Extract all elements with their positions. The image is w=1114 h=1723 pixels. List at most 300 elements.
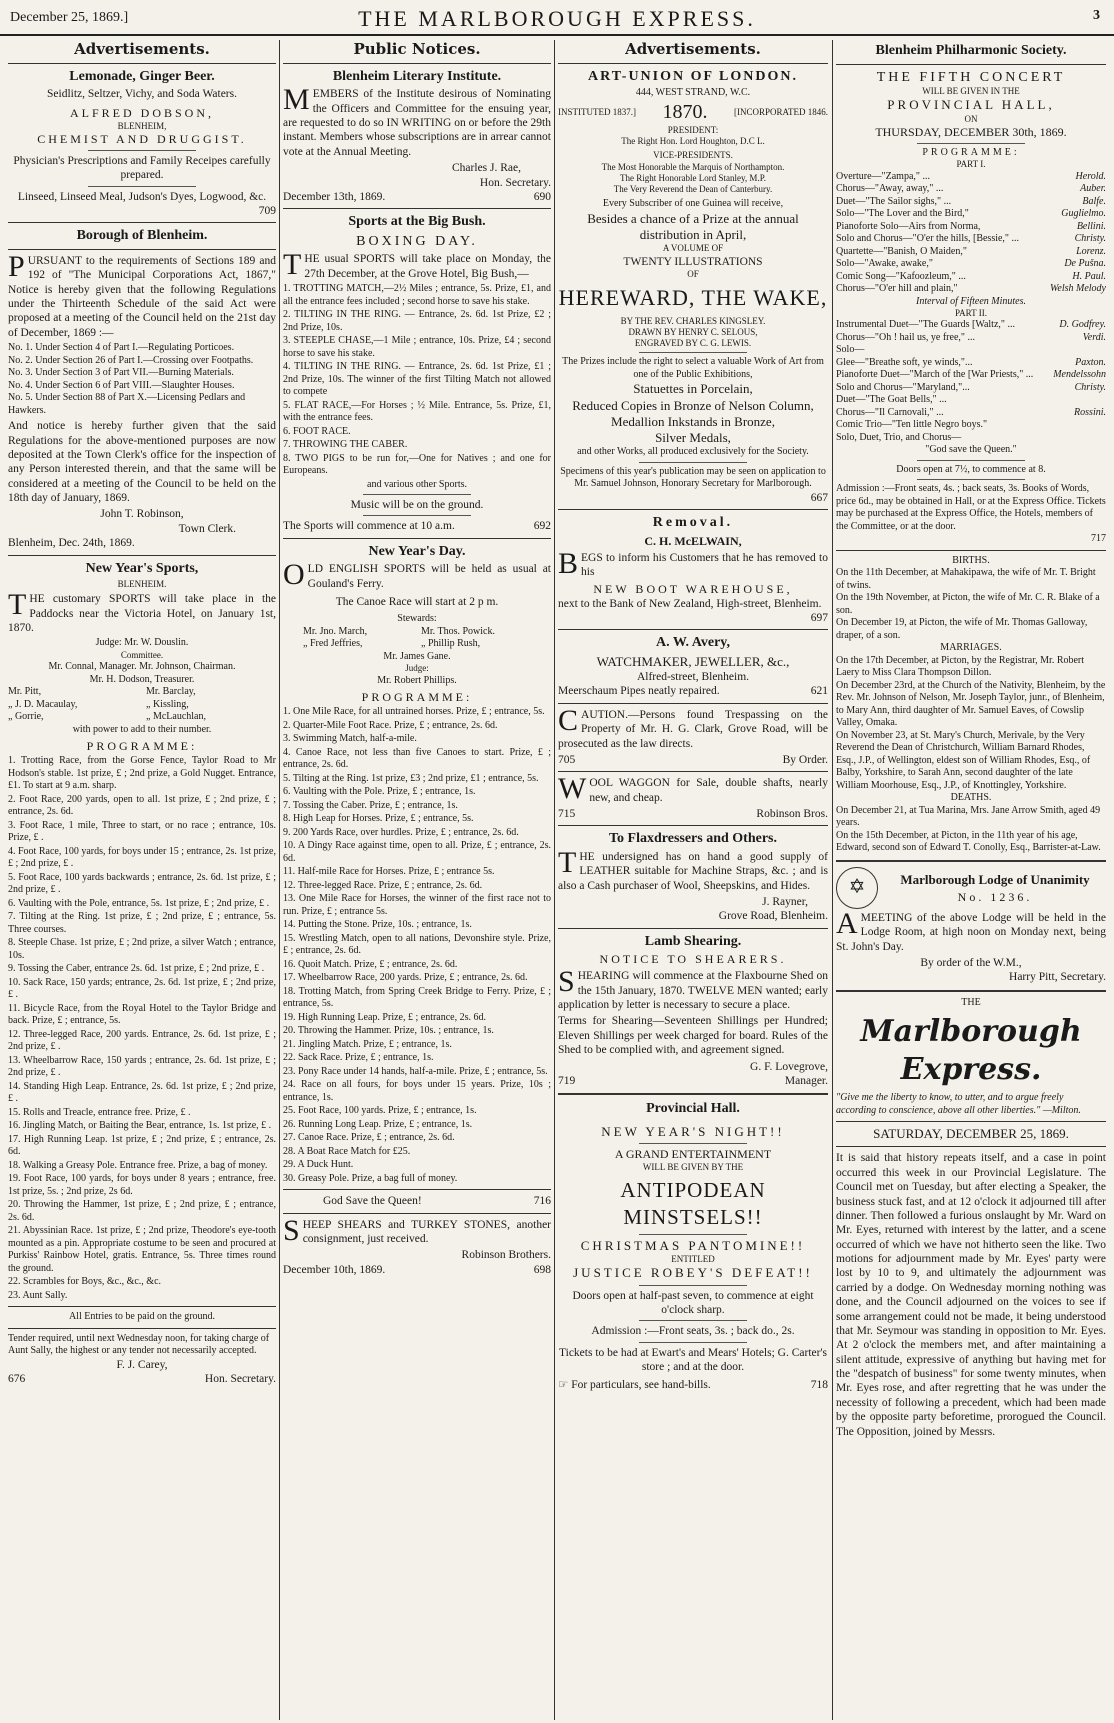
artunion-prizes: The Prizes include the right to select a valuable Work of Art from one of the Public Exhibitions, <box>562 356 824 380</box>
committee-line: Mr. Connal, Manager. Mr. Johnson, Chairman. <box>48 661 236 673</box>
gsq: God Save the Queen! <box>323 1195 422 1208</box>
ad-number: 690 <box>533 190 551 203</box>
programme-item: 21. Abyssinian Race. 1st prize, £ ; 2nd prize, Theodore's eye-tooth mounted as a pin. Appropriate costume to be seen and procured at Purkiss' Rainbow Hotel, gratis. Entrance, 5s. Three times round the ground. <box>8 1225 276 1274</box>
artunion-vol: A VOLUME OF <box>662 243 724 254</box>
programme-item: 8. High Leap for Horses. Prize, £ ; entrance, 5s. <box>283 813 474 825</box>
piece-title: Chorus—"O'er hill and plain," <box>836 283 958 294</box>
ad-number: 698 <box>533 1263 551 1276</box>
programme-piece <box>836 319 1106 332</box>
piece-composer: Christy. <box>1074 381 1106 393</box>
wool-sig: Robinson Bros. <box>756 808 828 820</box>
lodge-sig: Harry Pitt, Secretary. <box>1009 971 1106 984</box>
programme-item: 23. Pony Race under 14 hands, half-a-mile. Prize, £ ; entrance, 5s. <box>283 1065 548 1077</box>
birth-notice: On the 11th December, at Mahakipawa, the wife of Mr. T. Bright of twins. <box>836 567 1096 591</box>
ed-date: SATURDAY, DECEMBER 25, 1869. <box>873 1126 1069 1142</box>
programme-item: 2. Quarter-Mile Foot Race. Prize, £ ; entrance, 2s. 6d. <box>283 719 498 731</box>
lodge-no: No. 1236. <box>957 890 1033 905</box>
masthead <box>0 0 1114 36</box>
programme-item: 8. Steeple Chase. 1st prize, £ ; 2nd prize, a silver Watch ; entrance, 10s. <box>8 937 276 961</box>
marriages-heading: MARRIAGES. <box>940 642 1002 654</box>
artunion-addr: 444, WEST STRAND, W.C. <box>635 87 751 99</box>
programme-piece <box>836 246 1106 259</box>
hall-xmas: CHRISTMAS PANTOMINE!! <box>580 1237 806 1253</box>
judge-name: Mr. Robert Phillips. <box>377 674 457 686</box>
piece-composer: Guglielmo. <box>1061 208 1106 219</box>
ad-number: 705 <box>558 753 576 766</box>
ad-number: 715 <box>558 808 576 820</box>
removal-body: BEGS to inform his Customers that he has removed to his <box>558 546 828 580</box>
artunion-vp: VICE-PRESIDENTS. <box>653 150 733 161</box>
artunion-red: Reduced Copies in Bronze of Nelson Column, <box>572 397 814 413</box>
programme-item: 26. Running Long Leap. Prize, £ ; entrance, 1s. <box>283 1118 473 1130</box>
column-1 <box>8 40 276 1720</box>
hall-troupe: ANTIPODEAN MINSTSELS!! <box>620 1178 766 1229</box>
programme-item: 17. High Running Leap. 1st prize, £ ; 2nd prize, £ ; entrance, 2s. 6d. <box>8 1133 276 1158</box>
programme-item: 19. Foot Race, 100 yards, for boys under 8 years ; entrance, free. 1st prize, 5s. ; 2nd prize, 2s 6d. <box>8 1173 276 1197</box>
editorial-body: It is said that history repeats itself, and a case in point occurred this week in our Provincial Legislature. The Council met on Tuesday, but after electing a Speaker, the business stuck fast, and at 12 o'clock it adjourned till after dinner. Then followed a furious onslaught by Mr. Ward on Mr. Eyes, returned with interest by the latter, and a scene occurred of which we have not hitherto seen the like. Two motions for adjournment made by Mr. Eyes' party were lost by 10 to 9, and ultimately the adjournment was carried by a dodge. On Wednesday morning nothing was done, and the Council adjourned on the voices to see if some arrangement could not be made, it being understood that Mr. Seymour was standing in opposition to Mr. Eyes. At 2 o'clock the members met, and after maintaining a silent attitude, expressive of anything but having met for the "despatch of business" for some twenty minutes, when Mr. Eyes rose, and after regretting that he was under the necessity of following a precedent, which had been made by the opposite party beforetime, prorogued the Council. The Opposition, joined by Messrs. <box>836 1152 1106 1438</box>
institute-sig: Charles J. Rae, <box>452 162 521 175</box>
piece-title: Comic Song—"Kafoozleum," ... <box>836 270 966 282</box>
lamb-body: SHEARING will commence at the Flaxbourne Shed on the 15th January, 1870. TWELVE MEN wanted; early application by letter is necessary to secure a place. <box>558 965 828 1011</box>
piece-title: Chorus—"Oh ! hail us, ye free," ... <box>836 331 975 343</box>
phil-interval: Interval of Fifteen Minutes. <box>916 295 1026 307</box>
birth-notice: On December 19, at Picton, the wife of Mr. Thomas Galloway, draper, of a son. <box>836 617 1088 641</box>
programme-item: 6. Vaulting with the Pole, entrance, 5s. 1st prize, £ ; 2nd prize, £ . <box>8 897 270 909</box>
piece-composer: Christy. <box>1074 233 1106 244</box>
programme-item: 5. Foot Race, 100 yards backwards ; entrance, 2s. 6d. 1st prize, £ ; 2nd prize, £ . <box>8 871 276 896</box>
borough-item: No. 5. Under Section 88 of Part X.—Licensing Pedlars and Hawkers. <box>8 392 246 416</box>
programme-item: 16. Quoit Match. Prize, £ ; entrance, 2s. 6d. <box>283 958 458 970</box>
borough-item: No. 1. Under Section 4 of Part I.—Regulating Porticoes. <box>8 342 235 354</box>
programme-item: 10. Sack Race, 150 yards; entrance, 2s. 6d. 1st prize, £ ; 2nd prize, £ . <box>8 976 276 1001</box>
programme-item: 3. Foot Race, 1 mile, Three to start, or no race ; entrance, 10s. Prize, £ . <box>8 819 276 844</box>
borough-sig2: Town Clerk. <box>178 522 236 535</box>
programme-piece <box>836 407 1106 420</box>
steward: Mr. Jno. March, <box>303 625 368 637</box>
part1-list <box>836 171 1106 296</box>
piece-title: Pianoforte Solo—Airs from Norma, <box>836 220 981 232</box>
programme-item: 16. Jingling Match, or Baiting the Bear, entrance, 1s. 1st prize, £ . <box>8 1120 272 1132</box>
programme-item: 21. Jingling Match. Prize, £ ; entrance, 1s. <box>283 1038 452 1050</box>
hall-entitled: ENTITLED <box>671 1254 715 1264</box>
hall-doors: Doors open at half-past seven, to commence at eight o'clock sharp. <box>572 1289 814 1316</box>
borough-body2: And notice is hereby further given that the said Regulations for the above-mentioned purposes are now deposited at the Town Clerk's office for the inspection of any Person interested therein, and that the same will be considered at a meeting of the Council to be held on the 18th day of January, 1869. <box>8 420 276 504</box>
column-4 <box>836 40 1106 1720</box>
piece-composer: De Pušna. <box>1064 258 1106 269</box>
programme-item: 9. Tossing the Caber, entrance 2s. 6d. 1st prize, £ ; 2nd prize, £ . <box>8 963 265 975</box>
section-heading: Advertisements. <box>74 40 210 58</box>
marriage-notice: On November 23, at St. Mary's Church, Merivale, by the Very Reverend the Dean of Christchurch, William Barnard Rhodes, Esq., J.P., of Wellington, eldest son of William Rhodes, Esq., of Balby, Yorkshire, to Sarah Ann, second daughter of the late William Moorhouse, Esq., J.P., of Knottingley, Yorkshire. <box>836 729 1091 791</box>
programme-item: 22. Sack Race. Prize, £ ; entrance, 1s. <box>283 1052 434 1064</box>
ad-number: 667 <box>810 491 828 504</box>
programme-piece <box>836 357 1106 370</box>
artunion-inst: INSTITUTED 1837.] <box>558 106 636 117</box>
dobson-name: ALFRED DOBSON, <box>69 105 214 120</box>
phil-will: WILL BE GIVEN IN THE <box>922 86 1020 96</box>
borough-item: No. 4. Under Section 6 of Part VIII.—Slaughter Houses. <box>8 379 235 391</box>
section-heading: Advertisements. <box>625 40 761 58</box>
bush-music: Music will be on the ground. <box>350 499 484 511</box>
issue-date: December 25, 1869.] <box>10 10 129 25</box>
nyd-title: New Year's Day. <box>368 543 466 559</box>
piece-title: Instrumental Duet—"The Guards [Waltz," ... <box>836 319 1015 331</box>
committee-member: „ Gorrie, <box>8 711 44 723</box>
ad-number: 719 <box>558 1074 576 1087</box>
artunion-year: 1870. <box>662 100 708 123</box>
programme-item: 2. TILTING IN THE RING. — Entrance, 2s. 6d. 1st Prize, £2 ; 2nd Prize, 10s. <box>283 309 551 333</box>
programme-item: 5. Tilting at the Ring. 1st prize, £3 ; 2nd prize, £1 ; entrance, 5s. <box>283 772 539 784</box>
births-heading: BIRTHS. <box>952 554 990 566</box>
removal-next: next to the Bank of New Zealand, High-street, Blenheim. <box>558 597 822 610</box>
pointing-hand-icon: ☞ <box>558 1379 572 1392</box>
hall-given: WILL BE GIVEN BY THE <box>642 1162 744 1172</box>
wool-body: WOOL WAGGON for Sale, double shafts, nearly new, and cheap. <box>558 772 828 806</box>
programme-item: 24. Race on all fours, for boys under 15 years. Prize, 10s ; entrance, 1s. <box>283 1079 551 1103</box>
section-heading: Public Notices. <box>353 40 481 58</box>
tender-note: Tender required, until next Wednesday noon, for taking charge of Aunt Sally, the highest or any tender not necessarily accepted. <box>8 1332 270 1357</box>
dobson-place: BLENHEIM, <box>117 120 167 131</box>
programme-item: 14. Standing High Leap. Entrance, 2s. 6d. 1st prize, £ ; 2nd prize, £ . <box>8 1080 276 1105</box>
avery-pipes: Meerschaum Pipes neatly repaired. <box>558 685 720 698</box>
column-rule <box>554 40 555 1720</box>
artunion-vp-name: The Right Honorable Lord Stanley, M.P. <box>620 172 766 183</box>
programme-piece <box>836 419 1106 432</box>
artunion-stat: Statuettes in Porcelain, <box>633 381 753 397</box>
piece-composer: Welsh Melody <box>1049 283 1106 294</box>
column-rule <box>279 40 280 1720</box>
removal-name: C. H. McELWAIN, <box>644 533 742 548</box>
programme-item: 15. Wrestling Match, open to all nations, Devonshire style. Prize, £ ; entrance, 2s. 6d. <box>283 932 551 957</box>
phil-gsq: "God save the Queen." <box>925 444 1017 456</box>
lodge-body: AMEETING of the above Lodge will be held in the Lodge Room, at high noon on Monday next, being St. John's Day. <box>836 906 1106 953</box>
programme-item: 2. Foot Race, 200 yards, open to all. 1st prize, £ ; 2nd prize, £ ; entrance, 2s. 6d. <box>8 793 276 818</box>
committee-power: with power to add to their number. <box>72 723 212 735</box>
committee-member: Mr. Pitt, <box>8 686 42 698</box>
programme-item: 20. Throwing the Hammer. Prize, 10s. ; entrance, 1s. <box>283 1025 494 1037</box>
judge-heading: Judge: <box>405 663 429 674</box>
borough-item: No. 3. Under Section 3 of Part VII.—Burning Materials. <box>8 367 234 379</box>
programme-piece <box>836 332 1106 345</box>
programme-item: 7. Tossing the Caber. Prize, £ ; entrance, 1s. <box>283 799 458 811</box>
institute-body: MEMBERS of the Institute desirous of Nominating the Officers and Committee for the ensuing year, are requested to do so IN WRITING on or before the 29th instant. Members whose subscriptions are in arrear cannot vote at the Annual Meeting. <box>283 83 551 158</box>
piece-title: Glee—"Breathe soft, ye winds,"... <box>836 356 973 368</box>
programme-item: 19. High Running Leap. Prize, £ ; entrance, 2s. 6d. <box>283 1011 487 1023</box>
phil-hall: PROVINCIAL HALL, <box>887 97 1055 113</box>
artunion-med: Medallion Inkstands in Bronze, <box>611 413 775 429</box>
programme-item: 7. THROWING THE CABER. <box>283 439 408 450</box>
hall-part: ☞ For particulars, see hand-bills. <box>558 1379 711 1392</box>
sheep-sig: Robinson Brothers. <box>461 1249 551 1262</box>
programme-piece <box>836 221 1106 234</box>
artunion-twenty: TWENTY ILLUSTRATIONS <box>623 255 763 268</box>
nyd-canoe: The Canoe Race will start at 2 p m. <box>335 596 499 608</box>
sheep-body: SHEEP SHEARS and TURKEY STONES, another consignment, just received. <box>283 1213 551 1247</box>
piece-title: Quartette—"Banish, O Maiden," <box>836 245 967 257</box>
death-notice: On December 21, at Tua Marina, Mrs. Jane Arrow Smith, aged 49 years. <box>836 804 1101 829</box>
programme-list <box>8 755 276 1302</box>
steward: „ Phillip Rush, <box>421 638 481 650</box>
sheep-date: December 10th, 1869. <box>283 1263 386 1276</box>
programme-piece <box>836 208 1106 221</box>
programme-item: 5. FLAT RACE,—For Horses ; ½ Mile. Entrance, 5s. Prize, £1, with the entrance fees. <box>283 399 551 423</box>
programme-item: 1. Trotting Race, from the Gorse Fence, Taylor Road to Mr Hodson's stable. 1st prize, £ ; 2nd prize, a Gold Nugget. Entrance, £1. To start at 9 a.m. sharp. <box>8 755 276 792</box>
artunion-silver: Silver Medals, <box>655 430 731 446</box>
hall-adm: Admission :—Front seats, 3s. ; back do., 2s. <box>591 1325 795 1338</box>
piece-composer: Verdi. <box>1082 331 1106 343</box>
masonic-emblem-icon: ✡ <box>836 867 878 909</box>
phil-on: ON <box>964 113 978 124</box>
programme-item: 30. Greasy Pole. Prize, a bag full of money. <box>283 1172 458 1184</box>
programme-item: 25. Foot Race, 100 yards. Prize, £ ; entrance, 1s. <box>283 1105 477 1117</box>
piece-title: Duet—"The Goat Bells," ... <box>836 394 947 406</box>
entries-note: All Entries to be paid on the ground. <box>68 1311 216 1323</box>
ad-number: 709 <box>258 205 276 217</box>
programme-piece <box>836 432 1106 445</box>
programme-piece <box>836 394 1106 407</box>
programme-item: 23. Aunt Sally. <box>8 1289 68 1301</box>
programme-item: 14. Putting the Stone. Prize, 10s. ; entrance, 1s. <box>283 919 472 931</box>
artunion-inc: [INCORPORATED 1846. <box>733 106 828 117</box>
newyear-committee: Committee. <box>120 649 164 660</box>
artunion-title: ART-UNION OF LONDON. <box>588 68 798 84</box>
piece-composer: Mendelssohn <box>1053 369 1106 381</box>
bush-body: THE usual SPORTS will take place on Monday, the 27th December, at the Grove Hotel, Big Bush,— <box>283 248 551 282</box>
flax-body: THE undersigned has on hand a good supply of LEATHER suitable for Machine Straps, &c. ; and is also a Cash purchaser of Wool, Sheepskins, and Hides. <box>558 845 828 892</box>
flax-addr: Grove Road, Blenheim. <box>718 910 828 923</box>
programme-item: 12. Three-legged Race. Prize, £ ; entrance, 2s. 6d. <box>283 879 483 891</box>
programme-item: 6. Vaulting with the Pole. Prize, £ ; entrance, 1s. <box>283 786 476 798</box>
newyear-place: BLENHEIM. <box>117 579 167 589</box>
dobson-text2: Linseed, Linseed Meal, Judson's Dyes, Logwood, &c. <box>17 190 267 203</box>
ad-number: 621 <box>810 685 828 698</box>
ad-number: 717 <box>1091 533 1106 545</box>
removal-ware: NEW BOOT WAREHOUSE, <box>593 581 793 596</box>
artunion-pres: PRESIDENT: <box>667 124 719 135</box>
artunion-vp-name: The Most Honorable the Marquis of Northampton. <box>601 161 785 172</box>
committee-member: Mr. Barclay, <box>146 686 196 698</box>
lamb-terms: Terms for Shearing—Seventeen Shillings per Hundred; Eleven Shillings per week charged for board. Rules of the Shed to be complied with, and agreement signed. <box>558 1015 828 1057</box>
borough-item: No. 2. Under Section 26 of Part I.—Crossing over Footpaths. <box>8 354 254 366</box>
programme-item: 13. Wheelbarrow Race, 150 yards ; entrance, 2s. 6d. 1st prize, £ ; 2nd prize, £ . <box>8 1054 276 1079</box>
programme-item: 10. A Dingy Race against time, open to all. Prize, £ ; entrance, 2s. 6d. <box>283 840 551 864</box>
programme-list <box>283 706 551 1185</box>
artunion-engr: ENGRAVED BY C. G. LEWIS. <box>634 338 752 349</box>
phil-part2: PART II. <box>955 308 987 318</box>
newyear-judge: Judge: Mr. W. Douslin. <box>95 637 189 649</box>
phil-title: Blenheim Philharmonic Society. <box>875 43 1067 58</box>
ed-the: THE <box>961 996 981 1008</box>
avery-addr: Alfred-street, Blenheim. <box>636 671 750 683</box>
programme-piece <box>836 258 1106 271</box>
piece-composer: Auber. <box>1080 183 1106 194</box>
piece-title: Chorus—"Away, away," ... <box>836 183 944 194</box>
nyd-body: OLD ENGLISH SPORTS will be held as usual at Gouland's Ferry. <box>283 558 551 592</box>
programme-item: 4. TILTING IN THE RING. — Entrance, 2s. 6d. 1st Prize, £1 ; 2nd Prize, 10s. The winner of the first Tilting Match not allowed to compete <box>283 361 551 397</box>
avery-title: A. W. Avery, <box>655 635 731 651</box>
borough-body: PURSUANT to the requirements of Sections 189 and 192 of "The Municipal Corporations Act, 1867," Notice is hereby given that the following Regulations under the Thirteenth Schedule of the said Act were proposed at a meeting of the Council held on the 21st day of December, 1869 :— <box>8 249 276 339</box>
paper-quote: "Give me the liberty to know, to utter, and to argue freely according to conscience, above all other liberties." —Milton. <box>836 1092 1081 1116</box>
piece-composer: Bellini. <box>1076 220 1106 232</box>
piece-composer: D. Godfrey. <box>1059 319 1106 331</box>
bush-start: The Sports will commence at 10 a.m. <box>283 520 455 533</box>
ad-number: 697 <box>810 611 828 624</box>
ad-number: 692 <box>533 520 551 533</box>
piece-composer: H. Paul. <box>1072 270 1106 282</box>
lamb-notice: NOTICE TO SHEARERS. <box>599 952 787 967</box>
flax-sig: J. Rayner, <box>762 896 808 908</box>
lodge-title: Marlborough Lodge of Unanimity <box>900 872 1090 888</box>
column-2 <box>283 40 551 1720</box>
hall-grand: A GRAND ENTERTAINMENT <box>614 1147 772 1161</box>
dobson-trade: CHEMIST AND DRUGGIST. <box>37 131 247 146</box>
phil-part1: PART I. <box>956 159 986 170</box>
column-3 <box>558 40 828 1720</box>
bush-sub: BOXING DAY. <box>356 233 478 249</box>
paper-name: Marlborough Express. <box>860 1014 1082 1087</box>
newyear-body: THE customary SPORTS will take place in the Paddocks near the Victoria Hotel, on January 1st, 1870. <box>8 588 276 634</box>
hall-tickets: Tickets to be had at Ewart's and Mears' Hotels; G. Carter's store ; and at the door. <box>559 1346 827 1373</box>
ad-number: 716 <box>533 1195 551 1208</box>
deaths-heading: DEATHS. <box>950 792 992 804</box>
programme-piece <box>836 283 1106 296</box>
committee-member: „ McLauchlan, <box>146 711 206 723</box>
programme-item: 29. A Duck Hunt. <box>283 1159 354 1171</box>
programme-heading: PROGRAMME: <box>86 739 198 754</box>
artunion-presname: The Right Hon. Lord Houghton, D.C L. <box>621 136 765 146</box>
piece-composer: Paxton. <box>1075 356 1106 368</box>
piece-title: Solo— <box>836 344 865 356</box>
artunion-every: Every Subscriber of one Guinea will receive, <box>602 198 784 210</box>
lemonade-line: Seidlitz, Seltzer, Vichy, and Soda Waters. <box>47 88 237 101</box>
programme-piece <box>836 196 1106 209</box>
piece-title: Duet—"The Sailor sighs," ... <box>836 195 952 207</box>
programme-item: 28. A Boat Race Match for £25. <box>283 1145 411 1157</box>
programme-item: 18. Trotting Match, from Spring Creek Bridge to Ferry. Prize, £ ; entrance, 5s. <box>283 985 551 1010</box>
institute-sec: Hon. Secretary. <box>479 176 551 189</box>
committee-member: „ Kissling, <box>146 698 189 710</box>
piece-composer: Lorenz. <box>1076 245 1106 257</box>
phil-date: THURSDAY, DECEMBER 30th, 1869. <box>875 124 1067 139</box>
programme-item: 18. Walking a Greasy Pole. Entrance free. Prize, a bag of money. <box>8 1159 268 1171</box>
lamb-title: Lamb Shearing. <box>644 933 742 949</box>
bush-list <box>283 283 551 478</box>
lamb-sig: G. F. Lovegrove, <box>750 1060 828 1073</box>
caution-by: By Order. <box>782 753 828 766</box>
committee-line: Mr. H. Dodson, Treasurer. <box>89 673 195 685</box>
lodge-by: By order of the W.M., <box>920 956 1022 969</box>
avery-trade: WATCHMAKER, JEWELLER, &c., <box>596 653 790 669</box>
piece-composer: Balfe. <box>1082 195 1106 207</box>
programme-item: 13. One Mile Race for Horses, the winner of the first race not to run. Prize, £ ; entrance 5s. <box>283 893 551 917</box>
marriage-notice: On the 17th December, at Picton, by the Registrar, Mr. Robert Laery to Miss Clara Thompson Dillon. <box>836 654 1085 679</box>
programme-item: 11. Half-mile Race for Horses. Prize, £ ; entrance 5s. <box>283 866 495 878</box>
piece-title: Overture—"Zampa," ... <box>836 170 930 182</box>
caution-body: CAUTION.—Persons found Trespassing on the Property of Mr. H. G. Clark, Grove Road, will be prosecuted as the law directs. <box>558 703 828 750</box>
programme-piece <box>836 344 1106 357</box>
phil-adm: Admission :—Front seats, 4s. ; back seats, 3s. Books of Words, price 6d., may be obtained in Hall, or at the Express Office. Tickets may be purchased at the Express Office, the Hotels, members of the Committee, or at the door. <box>836 483 1106 532</box>
steward: Mr. Thos. Powick. <box>421 625 495 637</box>
artunion-drawn: DRAWN BY HENRY C. SELOUS, <box>628 326 758 337</box>
programme-item: 12. Three-legged Race, 200 yards. Entrance, 2s. 6d. 1st prize, £ ; 2nd prize, £ . <box>8 1028 276 1053</box>
programme-item: 15. Rolls and Treacle, entrance free. Prize, £ . <box>8 1106 191 1118</box>
birth-notice: On the 19th November, at Picton, the wife of Mr. C. R. Blake of a son. <box>836 592 1100 616</box>
newspaper-title: THE MARLBOROUGH EXPRESS. <box>358 6 756 31</box>
programme-item: 4. Canoe Race, not less than five Canoes to start. Prize, £ ; entrance, 2s. 6d. <box>283 746 551 771</box>
column-rule <box>832 40 833 1720</box>
programme-piece <box>836 171 1106 184</box>
programme-piece <box>836 183 1106 196</box>
newyear-title: New Year's Sports, <box>85 560 199 576</box>
artunion-by: BY THE REV. CHARLES KINGSLEY. <box>620 315 766 326</box>
piece-title: Chorus—"Il Carnovali," ... <box>836 406 944 418</box>
piece-title: Solo and Chorus—"Maryland,"... <box>836 381 970 393</box>
piece-title: Solo—"Awake, awake," <box>836 258 933 269</box>
programme-item: 6. FOOT RACE. <box>283 425 351 437</box>
programme-piece <box>836 233 1106 246</box>
programme-item: 3. STEEPLE CHASE,—1 Mile ; entrance, 10s. Prize, £4 ; second horse to save his stake. <box>283 335 551 359</box>
death-notice: On the 15th December, at Picton, in the 11th year of his age, Edward, second son of Edward T. Conolly, Esq., Barrister-at-Law. <box>836 829 1101 854</box>
artunion-other: and other Works, all produced exclusively for the Society. <box>577 446 809 458</box>
page-number: 3 <box>1093 8 1100 23</box>
programme-piece <box>836 369 1106 382</box>
piece-title: Solo and Chorus—"O'er the hills, [Bessie," ... <box>836 233 1020 244</box>
marriage-notice: On December 23rd, at the Church of the Nativity, Blenheim, by the Rev. Mr. Johnson of Nelson, Mr. Joseph Taylor, junr., of Blenheim, to Mary Ann, third daughter of Mr. Samuel Eaves, of Cowslip Valley, Omaka. <box>836 679 1106 729</box>
artunion-vp-name: The Very Reverend the Dean of Canterbury. <box>613 184 773 194</box>
lemonade-title: Lemonade, Ginger Beer. <box>69 68 215 84</box>
programme-item: 20. Throwing the Hammer, 1st prize, £ ; 2nd prize, £ ; entrance, 2s. 6d. <box>8 1199 276 1223</box>
artunion-spec: Specimens of this year's publication may be seen on application to Mr. Samuel Johnson, Honorary Secretary for Marlborough. <box>560 465 826 490</box>
flax-title: To Flaxdressers and Others. <box>608 831 777 847</box>
artunion-of: OF <box>687 268 699 279</box>
piece-composer: Rossini. <box>1074 406 1106 418</box>
programme-item: 22. Scrambles for Boys, &c., &c., &c. <box>8 1276 162 1288</box>
borough-date: Blenheim, Dec. 24th, 1869. <box>8 537 135 550</box>
hall-nyn: NEW YEAR'S NIGHT!! <box>601 1123 785 1139</box>
stewards-heading: Stewards: <box>397 613 437 625</box>
bush-other: and various other Sports. <box>367 478 467 490</box>
institute-date: December 13th, 1869. <box>283 190 386 203</box>
hall-title: Provincial Hall. <box>646 1101 740 1117</box>
committee-member: „ J. D. Macaulay, <box>8 698 78 710</box>
programme-piece <box>836 271 1106 284</box>
carey-sig: F. J. Carey, <box>116 1358 168 1371</box>
programme-item: 8. TWO PIGS to be run for,—One for Natives ; and one for Europeans. <box>283 452 551 476</box>
lamb-mgr: Manager. <box>784 1074 828 1087</box>
piece-title: Solo—"The Lover and the Bird," <box>836 208 969 219</box>
phil-doors: Doors open at 7½, to commence at 8. <box>896 463 1046 475</box>
ad-number: 676 <box>8 1373 26 1385</box>
bush-title: Sports at the Big Bush. <box>348 214 486 230</box>
institute-title: Blenheim Literary Institute. <box>332 68 502 84</box>
steward: „ Fred Jeffries, <box>303 638 363 650</box>
programme-heading: PROGRAMME: <box>361 690 473 705</box>
programme-item: 3. Swimming Match, half-a-mile. <box>283 733 417 745</box>
carey-sec: Hon. Secretary. <box>204 1373 276 1385</box>
borough-title: Borough of Blenheim. <box>76 228 208 244</box>
phil-prog: PROGRAMME: <box>922 146 1020 158</box>
piece-title: Comic Trio—"Ten little Negro boys." <box>836 419 988 431</box>
programme-item: 27. Canoe Race. Prize, £ ; entrance, 2s. 6d. <box>283 1132 455 1144</box>
part2-list <box>836 319 1106 444</box>
programme-item: 4. Foot Race, 100 yards, for boys under 15 ; entrance, 2s. 1st prize, £ ; 2nd prize, £ . <box>8 845 276 870</box>
removal-title: Removal. <box>652 515 734 531</box>
programme-piece <box>836 382 1106 395</box>
piece-composer: Herold. <box>1075 170 1106 182</box>
borough-sig: John T. Robinson, <box>100 508 184 521</box>
phil-fifth: THE FIFTH CONCERT <box>876 69 1066 85</box>
programme-item: 1. TROTTING MATCH,—2½ Miles ; entrance, 5s. Prize, £1, and all the entrance fees included ; second horse to save his stake. <box>283 283 551 307</box>
programme-item: 9. 200 Yards Race, over hurdles. Prize, £ ; entrance, 2s. 6d. <box>283 826 519 838</box>
